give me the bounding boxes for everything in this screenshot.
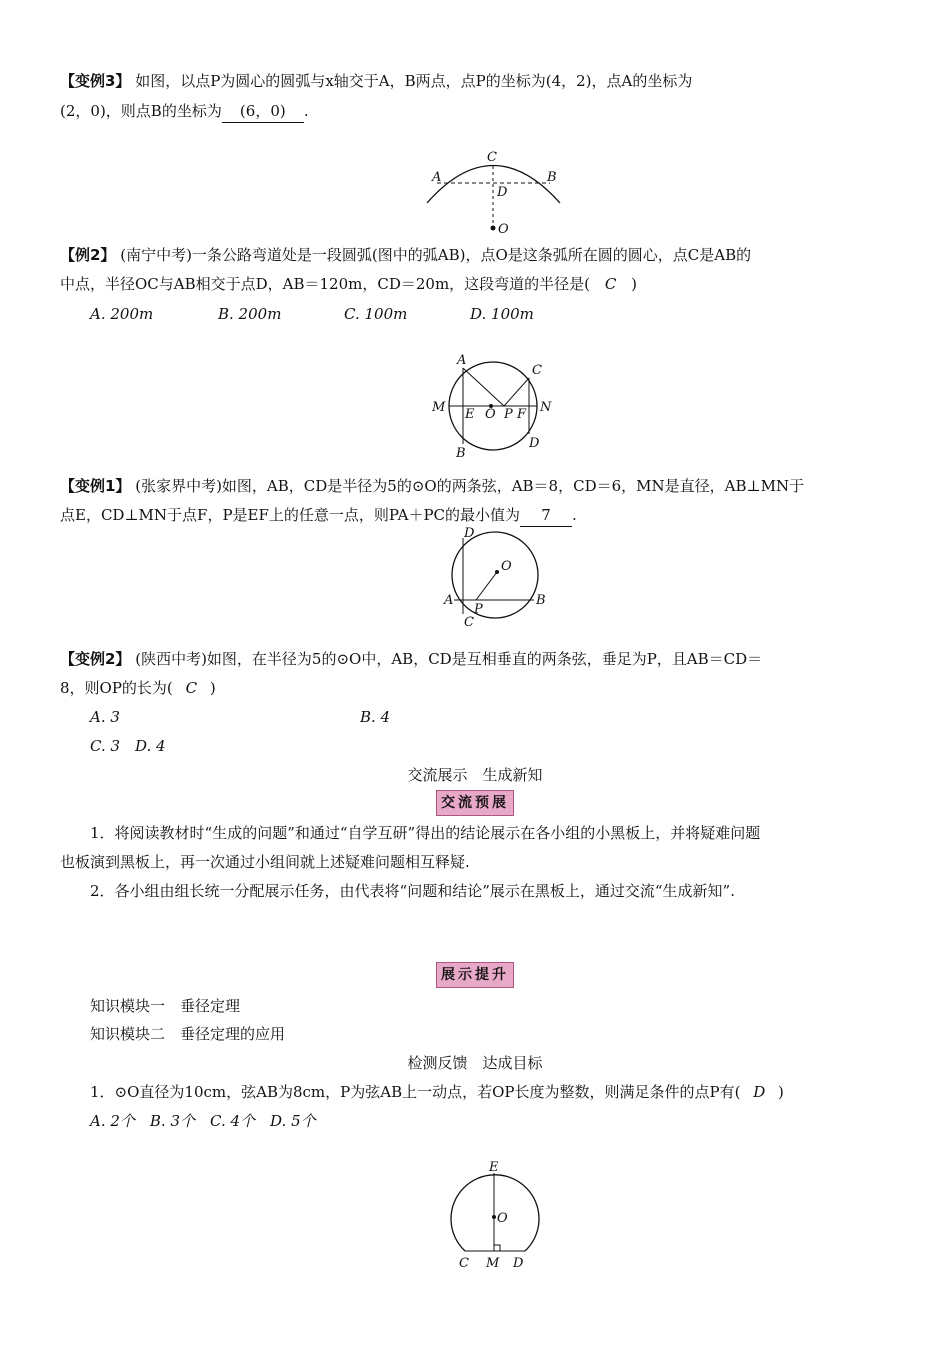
label-n: N — [540, 400, 552, 415]
label-b: B — [547, 170, 557, 185]
label-b: B — [536, 593, 546, 608]
ex2-line1 — [60, 244, 900, 266]
figure-circle-od — [440, 525, 550, 630]
section-title-feedback: 检测反馈 达成目标 — [407, 1054, 543, 1072]
label-m: M — [486, 1256, 500, 1271]
knowledge-module-1: 知识模块一 垂径定理 — [90, 997, 241, 1015]
section-title-exchange: 交流展示 生成新知 — [407, 766, 543, 784]
center-point — [492, 1215, 496, 1219]
ex2-label: 【例2】 — [60, 246, 116, 264]
v1-text1: (张家界中考)如图，AB，CD是半径为5的⊙O的两条弦，AB＝8，CD＝6，MN是直径，AB⊥MN于 — [135, 477, 805, 495]
ex2-option-a: A. 200m — [90, 305, 154, 323]
knowledge-module-2: 知识模块二 垂径定理的应用 — [90, 1025, 286, 1043]
v1-label: 【变例1】 — [60, 477, 131, 495]
v3-line2 — [60, 100, 900, 123]
label-c: C — [464, 615, 474, 630]
label-o: O — [485, 407, 496, 422]
label-o: O — [497, 1211, 508, 1226]
v2-answer: C — [185, 679, 198, 697]
v3-text1: 如图，以点P为圆心的圆弧与x轴交于A，B两点，点P的坐标为(4，2)，点A的坐标为 — [135, 72, 693, 90]
v1-text2: 点E，CD⊥MN于点F，P是EF上的任意一点，则PA＋PC的最小值为 — [60, 506, 521, 524]
label-b: B — [456, 446, 466, 460]
v1-line1 — [60, 475, 900, 497]
label-c: C — [487, 150, 497, 165]
label-c: C — [532, 363, 542, 378]
v3-text2: (2，0)，则点B的坐标为 — [60, 102, 222, 120]
v2-option-b: B. 4 — [360, 708, 391, 726]
ex2-option-d: D. 100m — [470, 305, 534, 323]
ex2-option-b: B. 200m — [218, 305, 282, 323]
v3-label: 【变例3】 — [60, 72, 131, 90]
banner-preview-wrap — [0, 790, 950, 816]
label-c: C — [459, 1256, 469, 1271]
banner-preview: 交流预展 — [436, 790, 514, 816]
segment-pc — [504, 378, 529, 406]
para-1a: 1．将阅读教材时“生成的问题”和通过“自学互研”得出的结论展示在各小组的小黑板上，并将疑难问题 — [90, 824, 761, 842]
banner-show: 展示提升 — [436, 962, 514, 988]
v2-text1: (陕西中考)如图，在半径为5的⊙O中，AB，CD是互相垂直的两条弦，垂足为P，且AB＝CD＝ — [135, 650, 763, 668]
label-o: O — [498, 222, 509, 237]
label-o: O — [501, 559, 512, 574]
v3-line1 — [60, 70, 900, 92]
label-d: D — [513, 1256, 524, 1271]
q1-answer: D — [753, 1083, 766, 1101]
label-f: F — [517, 407, 527, 422]
label-e: E — [465, 407, 475, 422]
label-e: E — [489, 1160, 499, 1175]
banner-show-wrap — [0, 962, 950, 988]
figure-circle-mn — [428, 350, 558, 460]
q1-end: ) — [778, 1083, 784, 1101]
figure-arc — [415, 148, 575, 238]
v3-end: . — [303, 102, 309, 120]
ex2-line2 — [60, 273, 900, 295]
q1-options: A. 2个 B. 3个 C. 4个 D. 5个 — [90, 1112, 316, 1130]
label-m: M — [432, 400, 446, 415]
right-angle-mark — [494, 1245, 500, 1251]
v2-label: 【变例2】 — [60, 650, 131, 668]
v1-answer: 7 — [520, 504, 572, 527]
v2-text2: 8，则OP的长为( — [60, 679, 173, 697]
label-a: A — [444, 593, 454, 608]
para-2: 2．各小组由组长统一分配展示任务，由代表将“问题和结论”展示在黑板上，通过交流“生成新知”. — [90, 882, 735, 900]
ex2-option-c: C. 100m — [344, 305, 408, 323]
v1-line2 — [60, 504, 900, 527]
v2-option-cd: C. 3 D. 4 — [90, 737, 166, 755]
ex2-text2: 中点，半径OC与AB相交于点D，AB＝120m，CD＝20m，这段弯道的半径是( — [60, 275, 591, 293]
center-point — [491, 226, 496, 231]
ex2-answer: C — [604, 275, 617, 293]
v3-answer: (6，0) — [222, 100, 304, 123]
center-point — [495, 570, 499, 574]
q1-text: 1．⊙O直径为10cm，弦AB为8cm，P为弦AB上一动点，若OP长度为整数，则满足条件的点P有( — [90, 1083, 741, 1101]
ex2-text1: (南宁中考)一条公路弯道处是一段圆弧(图中的弧AB)，点O是这条弧所在圆的圆心，点C是AB的 — [120, 246, 752, 264]
label-a: A — [457, 353, 467, 368]
label-d: D — [529, 436, 540, 451]
segment-pa — [463, 368, 504, 406]
v2-line1 — [60, 648, 900, 670]
label-p: P — [474, 602, 483, 617]
v2-end: ) — [209, 679, 216, 697]
figure-circle-e — [445, 1155, 545, 1275]
label-d: D — [497, 185, 508, 200]
v2-option-a: A. 3 — [90, 708, 120, 726]
segment-op — [476, 572, 497, 600]
major-arc — [451, 1175, 539, 1251]
v2-line2 — [60, 677, 900, 699]
label-p: P — [504, 407, 513, 422]
para-1b: 也板演到黑板上，再一次通过小组间就上述疑难问题相互释疑. — [60, 853, 470, 871]
label-d: D — [464, 526, 475, 541]
q1-line — [90, 1081, 900, 1103]
v1-end: . — [572, 506, 577, 524]
label-a: A — [432, 170, 442, 185]
ex2-end: ) — [631, 275, 637, 293]
